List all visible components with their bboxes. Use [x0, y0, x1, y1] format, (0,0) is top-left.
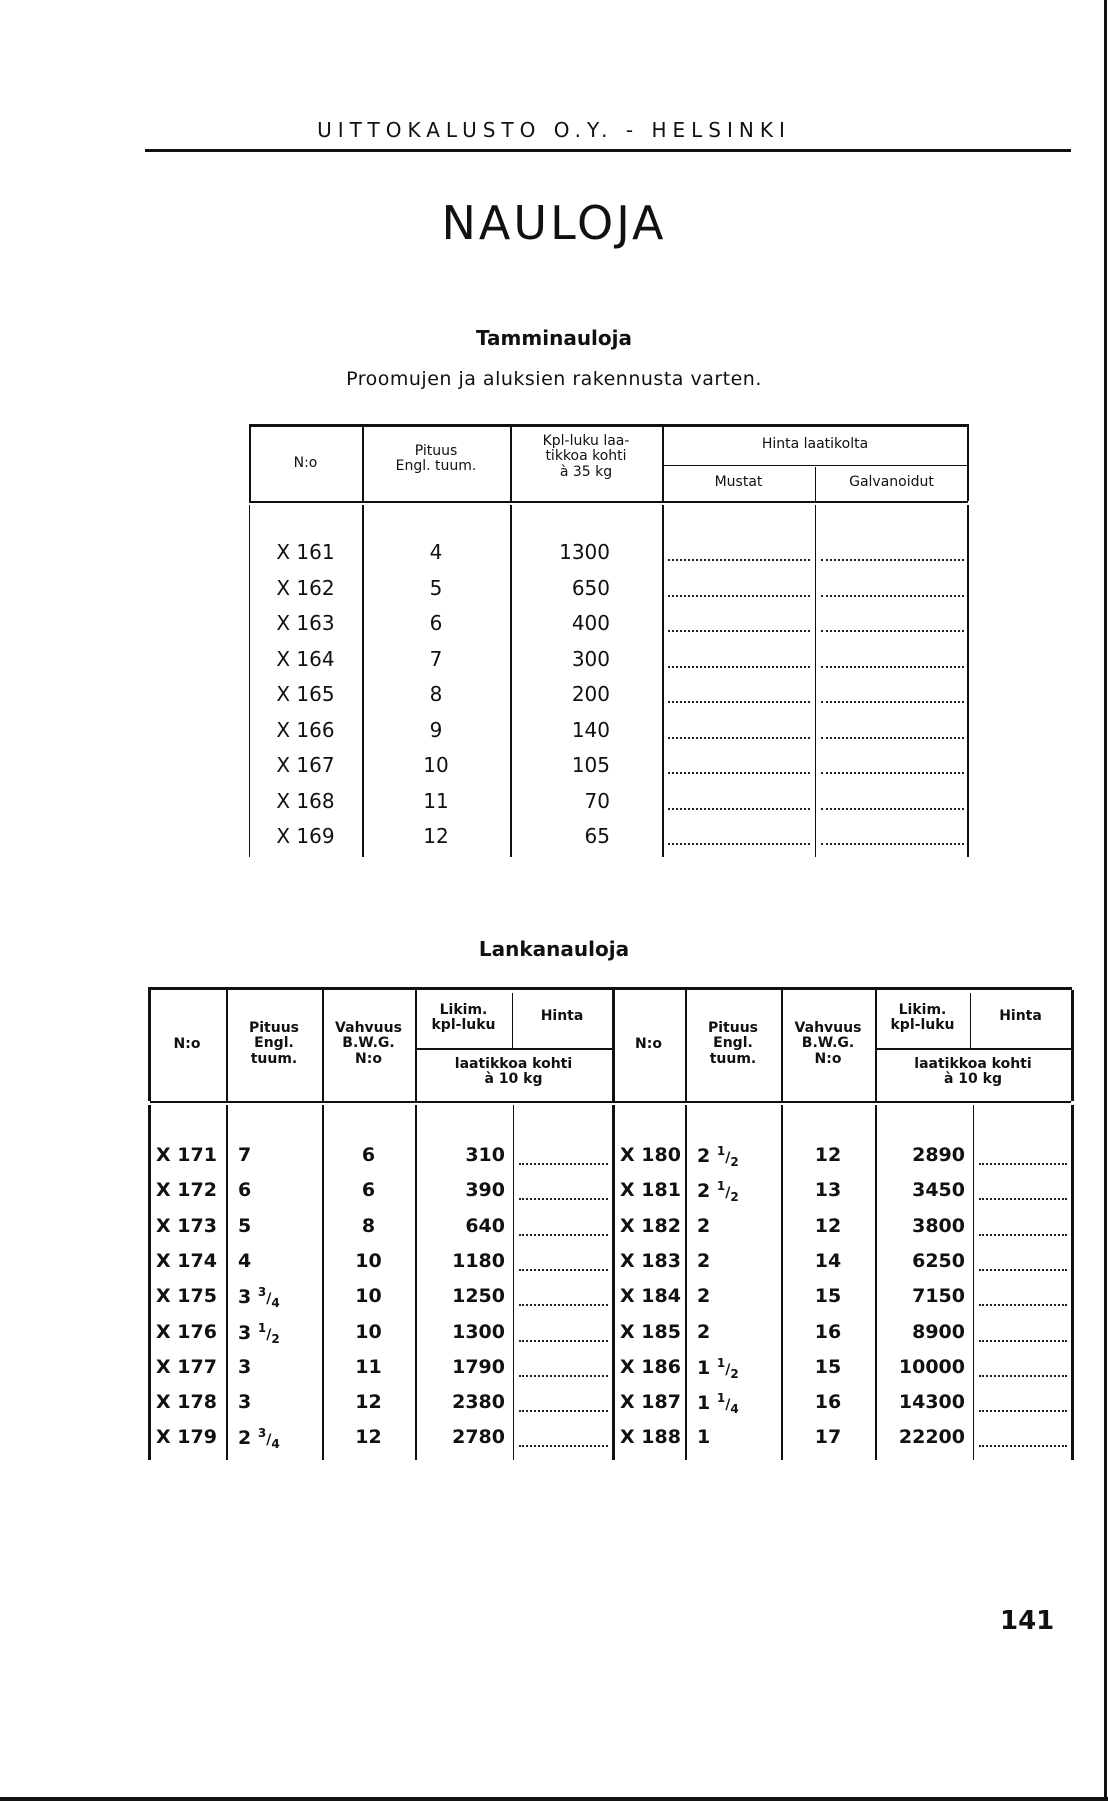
price-blank — [519, 1163, 608, 1165]
cell-no: X 181 — [620, 1179, 681, 1202]
cell-length-whole: 1 — [697, 1392, 711, 1415]
price-galv-blank — [821, 772, 964, 774]
cell-count: 2890 — [912, 1144, 965, 1166]
cell-length: 7 — [429, 646, 443, 671]
column-header-per-box-line1: laatikkoa kohti — [914, 1056, 1032, 1072]
page-edge — [1104, 0, 1107, 1801]
column-divider — [226, 1105, 228, 1460]
cell-no: X 173 — [156, 1214, 217, 1237]
cell-no: X 175 — [156, 1285, 217, 1308]
column-header-length — [362, 444, 510, 475]
price-black-blank — [668, 737, 810, 739]
price-galv-blank — [821, 701, 964, 703]
cell-gauge: 14 — [814, 1249, 842, 1272]
cell-length-whole: 4 — [238, 1249, 252, 1272]
column-header-count-line1: Likim. — [439, 1002, 488, 1018]
price-black-blank — [668, 666, 810, 668]
column-header-gauge-line3: N:o — [814, 1050, 842, 1067]
column-header-count-line1: Kpl-luku laa- — [542, 433, 630, 449]
cell-length-whole: 1 — [697, 1356, 711, 1379]
price-blank — [519, 1234, 608, 1236]
cell-count: 3800 — [912, 1214, 965, 1237]
cell-count: 300 — [571, 646, 610, 671]
cell-length-whole: 6 — [238, 1179, 252, 1202]
cell-gauge: 12 — [814, 1214, 842, 1237]
cell-gauge: 10 — [355, 1249, 382, 1272]
column-header-price-galv: Galvanoidut — [849, 474, 934, 490]
cell-length — [238, 1322, 320, 1346]
header-bottom-rule — [150, 1101, 1071, 1103]
column-divider — [1071, 1105, 1074, 1460]
cell-length-fraction: $^1/_2$ — [257, 1320, 280, 1346]
cell-no: X 172 — [156, 1179, 217, 1202]
column-header-length — [226, 1021, 322, 1067]
column-header-gauge-line1: Vahvuus — [335, 1020, 402, 1036]
column-header-length-line3: tuum. — [709, 1050, 757, 1067]
cell-length-whole: 2 — [697, 1145, 711, 1167]
column-header-gauge — [781, 1021, 875, 1067]
column-header-per-box — [875, 1057, 1071, 1088]
cell-length — [697, 1322, 779, 1343]
cell-length-whole: 3 — [238, 1286, 252, 1309]
cell-no: X 176 — [156, 1320, 217, 1343]
page-number: 141 — [1000, 1606, 1055, 1636]
column-header-count-line2: tikkoa kohti — [545, 448, 627, 465]
cell-count: 10000 — [898, 1355, 965, 1378]
column-header-count-line2: kpl-luku — [890, 1017, 955, 1034]
cell-count: 70 — [584, 788, 610, 813]
cell-no: X 187 — [620, 1391, 681, 1414]
column-header-per-box-line2: à 10 kg — [943, 1071, 1002, 1088]
cell-no: X 174 — [156, 1249, 217, 1272]
price-blank — [979, 1445, 1067, 1447]
price-blank — [519, 1340, 608, 1342]
table-top-rule — [148, 987, 1072, 990]
cell-count: 1180 — [452, 1249, 505, 1272]
price-blank — [519, 1269, 608, 1271]
cell-no: X 182 — [620, 1214, 681, 1237]
column-divider — [815, 505, 816, 857]
cell-gauge: 15 — [814, 1285, 842, 1308]
cell-no: X 166 — [276, 717, 335, 742]
section-title-lankanauloja: Lankanauloja — [478, 937, 630, 961]
price-galv-blank — [821, 666, 964, 668]
cell-count: 3450 — [912, 1179, 965, 1202]
column-header-per-box-line2: à 10 kg — [484, 1071, 543, 1088]
cell-count: 6250 — [912, 1249, 965, 1272]
cell-length: 10 — [423, 753, 449, 777]
price-blank — [979, 1234, 1067, 1236]
cell-no: X 184 — [620, 1285, 681, 1308]
cell-count: 1300 — [559, 540, 610, 564]
column-header-length-line2: Engl. — [713, 1035, 753, 1052]
price-blank — [979, 1304, 1067, 1306]
column-header-no: N:o — [293, 455, 318, 471]
cell-length — [238, 1216, 320, 1237]
column-divider — [148, 1105, 151, 1460]
column-header-gauge-line3: N:o — [355, 1050, 382, 1067]
column-divider — [513, 1105, 514, 1460]
cell-length-fraction: $^3/_4$ — [257, 1426, 280, 1452]
cell-gauge: 6 — [361, 1144, 376, 1166]
cell-length-whole: 3 — [238, 1391, 252, 1414]
cell-length-fraction: $^1/_4$ — [716, 1391, 739, 1416]
cell-length — [697, 1392, 779, 1416]
price-blank — [519, 1445, 608, 1447]
cell-gauge: 8 — [361, 1214, 376, 1237]
price-galv-blank — [821, 843, 964, 845]
cell-length — [697, 1251, 779, 1272]
price-galv-blank — [821, 808, 964, 810]
cell-count: 1790 — [452, 1355, 505, 1378]
cell-length — [238, 1180, 320, 1201]
cell-length-whole: 2 — [697, 1180, 711, 1203]
cell-gauge: 16 — [814, 1391, 842, 1414]
cell-length-whole: 2 — [697, 1214, 711, 1237]
price-blank — [979, 1163, 1067, 1165]
cell-count: 1250 — [452, 1285, 505, 1308]
column-header-gauge-line2: B.W.G. — [801, 1035, 855, 1052]
column-header-count — [875, 1003, 970, 1034]
cell-count: 2380 — [452, 1391, 505, 1414]
page-title: NAULOJA — [441, 196, 667, 250]
cell-no: X 177 — [156, 1355, 217, 1378]
cell-count: 2780 — [452, 1426, 505, 1449]
cell-length-whole: 2 — [697, 1285, 711, 1308]
cell-length — [238, 1357, 320, 1378]
cell-count: 200 — [571, 682, 610, 706]
cell-count: 8900 — [912, 1320, 965, 1343]
price-blank — [979, 1410, 1067, 1412]
page-edge — [0, 1797, 1108, 1801]
column-divider — [662, 505, 664, 857]
cell-count: 650 — [571, 575, 610, 600]
cell-gauge: 15 — [814, 1355, 842, 1378]
cell-length-fraction: $^3/_4$ — [257, 1285, 280, 1310]
column-header-per-box-line1: laatikkoa kohti — [454, 1056, 573, 1072]
column-header-length — [685, 1021, 781, 1067]
cell-no: X 169 — [276, 824, 335, 848]
column-divider — [685, 1105, 687, 1460]
cell-count: 22200 — [898, 1426, 965, 1449]
cell-no: X 185 — [620, 1320, 681, 1343]
column-header-length-line1: Pituus — [707, 1020, 759, 1036]
cell-no: X 161 — [276, 540, 335, 564]
cell-gauge: 10 — [355, 1320, 382, 1343]
column-header-gauge-line1: Vahvuus — [794, 1020, 862, 1036]
table-top-rule — [249, 424, 969, 427]
cell-no: X 162 — [276, 575, 335, 600]
price-blank — [979, 1198, 1067, 1200]
column-divider — [967, 505, 969, 857]
cell-count: 640 — [465, 1214, 505, 1237]
price-galv-blank — [821, 559, 964, 561]
cell-length-whole: 2 — [238, 1427, 252, 1450]
price-blank — [519, 1410, 608, 1412]
section-subtitle: Proomujen ja aluksien rakennusta varten. — [346, 368, 762, 390]
price-black-blank — [668, 701, 810, 703]
cell-length: 8 — [429, 682, 443, 706]
cell-length — [697, 1427, 779, 1448]
column-header-gauge — [322, 1021, 415, 1067]
cell-count: 65 — [584, 824, 610, 848]
running-head: UITTOKALUSTO O.Y. - HELSINKI — [317, 118, 791, 142]
cell-no: X 168 — [276, 788, 335, 813]
cell-count: 14300 — [898, 1391, 965, 1414]
cell-length — [697, 1216, 779, 1237]
column-header-length-line1: Pituus — [414, 443, 458, 459]
price-blank — [519, 1375, 608, 1377]
cell-gauge: 12 — [355, 1426, 382, 1449]
column-header-count-line3: à 35 kg — [559, 463, 613, 480]
cell-gauge: 17 — [814, 1426, 842, 1449]
cell-length-fraction: $^1/_2$ — [716, 1355, 739, 1381]
cell-length: 9 — [429, 717, 443, 742]
price-black-blank — [668, 772, 810, 774]
column-header-count — [510, 434, 662, 480]
cell-no: X 167 — [276, 753, 335, 777]
cell-length — [238, 1392, 320, 1413]
header-sub-rule — [662, 465, 968, 466]
column-header-per-box — [415, 1057, 612, 1088]
cell-no: X 178 — [156, 1391, 217, 1414]
header-bottom-rule — [249, 501, 968, 503]
price-galv-blank — [821, 630, 964, 632]
cell-count: 400 — [571, 611, 610, 635]
price-blank — [519, 1198, 608, 1200]
cell-gauge: 10 — [355, 1285, 382, 1308]
column-header-gauge-line2: B.W.G. — [342, 1035, 395, 1052]
header-rule — [145, 149, 1071, 152]
cell-length-whole: 5 — [238, 1214, 252, 1237]
column-header-price-black: Mustat — [714, 474, 763, 490]
price-black-blank — [668, 559, 810, 561]
price-blank — [979, 1269, 1067, 1271]
cell-count: 310 — [465, 1144, 505, 1166]
cell-length: 6 — [429, 611, 443, 635]
cell-gauge: 12 — [355, 1391, 382, 1414]
cell-no: X 171 — [156, 1144, 217, 1166]
cell-length: 11 — [423, 788, 449, 813]
column-header-count-line2: kpl-luku — [431, 1017, 496, 1034]
column-header-price-group: Hinta laatikolta — [761, 436, 869, 452]
cell-no: X 186 — [620, 1355, 681, 1378]
column-header-price: Hinta — [999, 1008, 1042, 1024]
column-header-no: N:o — [173, 1036, 201, 1052]
column-divider — [1071, 990, 1074, 1101]
cell-length — [697, 1357, 779, 1381]
price-black-blank — [668, 808, 810, 810]
cell-gauge: 12 — [814, 1144, 842, 1166]
cell-length-fraction: $^1/_2$ — [716, 1144, 739, 1169]
cell-no: X 180 — [620, 1144, 681, 1166]
column-divider — [973, 1105, 974, 1460]
cell-count: 105 — [571, 753, 610, 777]
cell-no: X 165 — [276, 682, 335, 706]
header-sub-rule — [875, 1048, 1071, 1050]
cell-length-whole: 3 — [238, 1321, 252, 1344]
cell-length — [697, 1145, 779, 1169]
price-black-blank — [668, 595, 810, 597]
cell-gauge: 6 — [361, 1179, 376, 1202]
column-header-count — [415, 1003, 512, 1034]
cell-length — [697, 1286, 779, 1307]
price-galv-blank — [821, 737, 964, 739]
cell-length: 4 — [429, 540, 443, 564]
section-title-tamminauloja: Tamminauloja — [475, 326, 632, 350]
cell-count: 7150 — [912, 1285, 965, 1308]
cell-length: 5 — [429, 575, 443, 600]
column-header-length-line2: Engl. tuum. — [395, 458, 477, 475]
cell-length — [238, 1145, 320, 1166]
column-header-no: N:o — [635, 1036, 662, 1052]
cell-length-fraction: $^1/_2$ — [716, 1179, 739, 1205]
column-header-length-line3: tuum. — [250, 1050, 298, 1067]
column-divider — [612, 1105, 615, 1460]
cell-length: 12 — [423, 824, 449, 848]
cell-length-whole: 2 — [697, 1249, 711, 1272]
price-blank — [979, 1340, 1067, 1342]
cell-no: X 179 — [156, 1426, 217, 1449]
column-header-price: Hinta — [540, 1008, 584, 1024]
cell-length-whole: 7 — [238, 1144, 252, 1166]
price-black-blank — [668, 843, 810, 845]
cell-gauge: 11 — [355, 1355, 382, 1378]
cell-length — [238, 1427, 320, 1451]
cell-no: X 183 — [620, 1249, 681, 1272]
header-sub-rule — [415, 1048, 612, 1050]
cell-no: X 188 — [620, 1426, 681, 1449]
cell-gauge: 13 — [814, 1179, 842, 1202]
cell-length-whole: 2 — [697, 1320, 711, 1343]
cell-length-whole: 1 — [697, 1426, 711, 1449]
cell-length — [697, 1180, 779, 1204]
price-blank — [519, 1304, 608, 1306]
price-blank — [979, 1375, 1067, 1377]
cell-length-whole: 3 — [238, 1355, 252, 1378]
cell-gauge: 16 — [814, 1320, 842, 1343]
cell-count: 140 — [571, 717, 610, 742]
cell-count: 1300 — [452, 1320, 505, 1343]
cell-no: X 163 — [276, 611, 335, 635]
cell-length — [238, 1251, 320, 1272]
column-header-length-line2: Engl. — [254, 1035, 294, 1052]
price-galv-blank — [821, 595, 964, 597]
price-black-blank — [668, 630, 810, 632]
cell-count: 390 — [465, 1179, 505, 1202]
cell-length — [238, 1286, 320, 1310]
column-header-length-line1: Pituus — [248, 1020, 300, 1036]
column-header-count-line1: Likim. — [898, 1002, 947, 1018]
cell-no: X 164 — [276, 646, 335, 671]
